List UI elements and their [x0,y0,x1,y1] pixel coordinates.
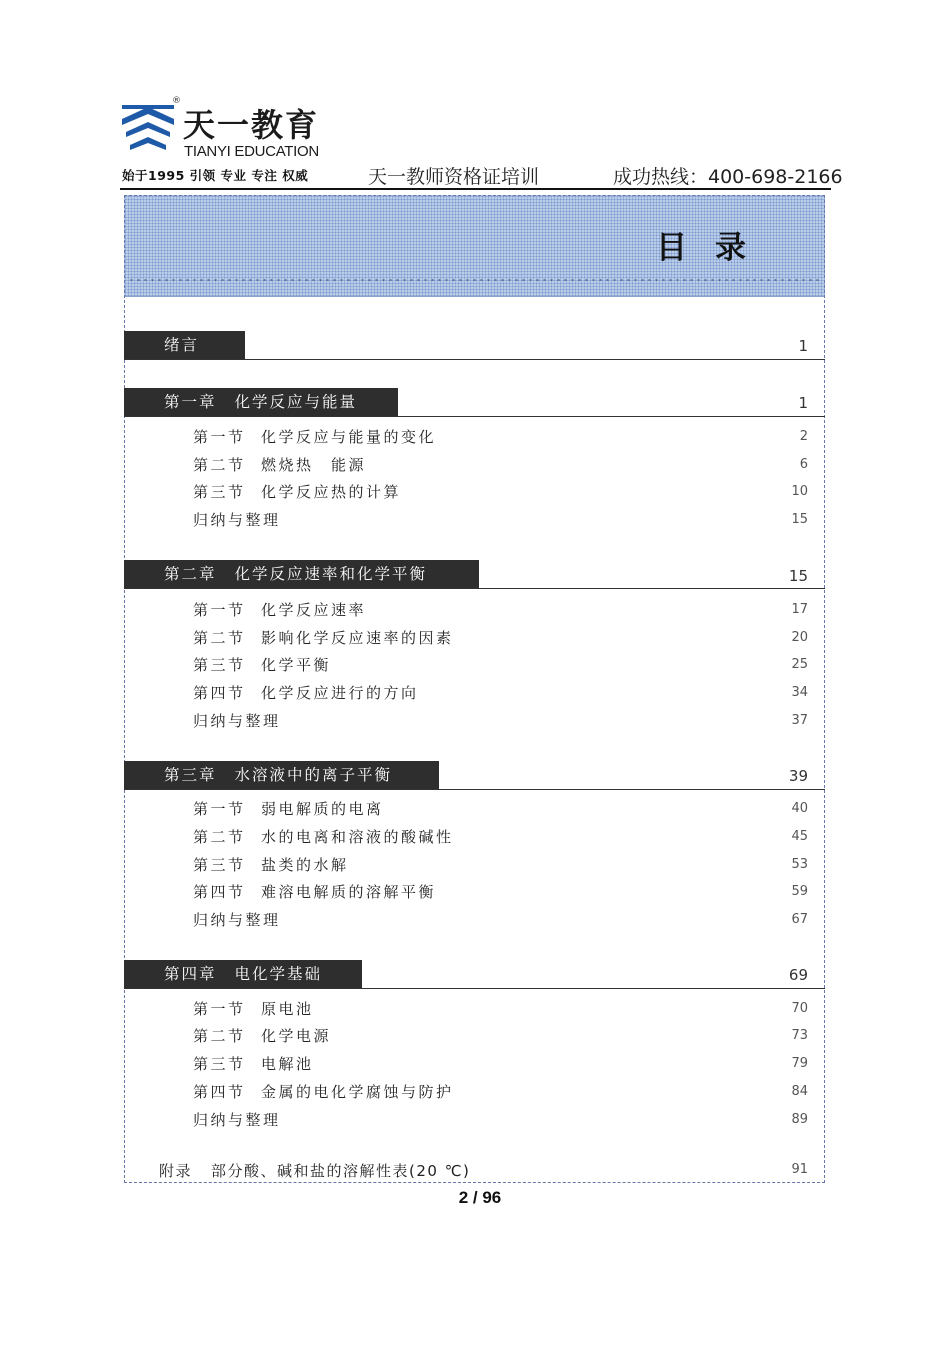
header-hotline: 成功热线：400-698-2166 [613,166,843,188]
section-num: 第一节 [193,1000,246,1018]
section-title: 化学电源 [261,1027,332,1045]
section-num: 第三节 [193,656,246,674]
logo-english-name: TIANYI EDUCATION [184,143,319,160]
section-page: 6 [799,457,808,472]
section-title: 归纳与整理 [193,1111,281,1129]
section-num: 第三节 [193,1055,246,1073]
section-page: 10 [791,484,808,499]
section-num: 第一节 [193,800,246,818]
section-title: 电解池 [261,1055,314,1073]
toc-section-3-2[interactable] [193,826,454,847]
section-page: 84 [791,1084,808,1099]
section-title: 归纳与整理 [193,712,281,730]
chapter-4-page: 69 [788,966,808,984]
registered-mark: ® [172,96,181,106]
page-indicator: 2 / 96 [458,1188,502,1207]
section-title: 金属的电化学腐蚀与防护 [261,1083,454,1101]
section-title: 化学反应速率 [261,601,367,619]
chapter-1-page: 1 [798,394,808,412]
toc-section-2-summary[interactable] [193,710,281,731]
intro-rule [124,359,825,360]
chapter-2-title: 化学反应速率和化学平衡 [234,565,428,583]
appendix-title: 部分酸、碱和盐的溶解性表(20 ℃) [211,1162,471,1180]
chapter-3-page: 39 [788,767,808,785]
section-page: 45 [791,829,808,844]
section-num: 第二节 [193,456,246,474]
section-num: 第四节 [193,883,246,901]
section-page: 25 [791,657,808,672]
toc-section-1-2[interactable] [193,454,366,475]
toc-chapter-3[interactable] [124,761,439,790]
section-page: 40 [791,801,808,816]
toc-intro-bar[interactable] [124,331,245,360]
section-num: 第二节 [193,1027,246,1045]
section-num: 第三节 [193,856,246,874]
section-page: 59 [791,884,808,899]
section-title: 难溶电解质的溶解平衡 [261,883,437,901]
section-title: 化学反应进行的方向 [261,684,419,702]
section-page: 34 [791,685,808,700]
toc-chapter-1[interactable] [124,388,398,417]
toc-section-1-3[interactable] [193,481,401,502]
section-num: 第一节 [193,601,246,619]
chapter-3-rule [124,789,825,790]
chapter-1-rule [124,416,825,417]
toc-section-3-summary[interactable] [193,909,281,930]
toc-section-4-1[interactable] [193,998,314,1019]
chapter-1-title: 化学反应与能量 [234,393,358,411]
section-title: 化学反应热的计算 [261,483,402,501]
section-title: 弱电解质的电离 [261,800,384,818]
section-page: 15 [791,512,808,527]
toc-section-1-summary[interactable] [193,509,281,530]
toc-section-2-2[interactable] [193,627,454,648]
intro-title: 绪言 [164,336,200,354]
header-center-title: 天一教师资格证培训 [368,166,540,188]
section-page: 70 [791,1001,808,1016]
section-title: 影响化学反应速率的因素 [261,629,454,647]
section-num: 第一节 [193,428,246,446]
section-title: 化学平衡 [261,656,332,674]
section-page: 2 [799,429,808,444]
toc-section-2-3[interactable] [193,654,331,675]
chapter-4-rule [124,988,825,989]
appendix-page: 91 [791,1162,808,1177]
toc-appendix[interactable] [159,1160,470,1181]
tianyi-logo-icon [122,105,174,157]
section-title: 水的电离和溶液的酸碱性 [261,828,454,846]
toc-section-4-2[interactable] [193,1025,331,1046]
section-num: 第二节 [193,828,246,846]
toc-title: 目录 [656,230,774,266]
section-page: 53 [791,857,808,872]
section-title: 归纳与整理 [193,911,281,929]
section-page: 89 [791,1112,808,1127]
toc-section-4-3[interactable] [193,1053,314,1074]
section-title: 化学反应与能量的变化 [261,428,437,446]
section-page: 67 [791,912,808,927]
section-num: 第四节 [193,684,246,702]
section-title: 归纳与整理 [193,511,281,529]
toc-section-2-1[interactable] [193,599,366,620]
chapter-4-num: 第四章 [164,965,217,983]
section-page: 37 [791,713,808,728]
toc-section-3-3[interactable] [193,854,349,875]
toc-section-3-4[interactable] [193,881,436,902]
chapter-2-num: 第二章 [164,565,217,583]
logo-chinese-name: 天一教育 [183,106,320,144]
appendix-num: 附录 [159,1162,193,1180]
section-page: 17 [791,602,808,617]
section-page: 20 [791,630,808,645]
intro-page: 1 [798,337,808,355]
logo-tagline: 始于1995 引领 专业 专注 权威 [122,168,309,183]
toc-chapter-2[interactable] [124,560,479,589]
section-title: 燃烧热 能源 [261,456,367,474]
toc-section-4-4[interactable] [193,1081,454,1102]
section-num: 第三节 [193,483,246,501]
chapter-3-title: 水溶液中的离子平衡 [234,766,393,784]
chapter-2-rule [124,588,825,589]
toc-section-1-1[interactable] [193,426,436,447]
header-divider [120,188,831,190]
section-title: 原电池 [261,1000,314,1018]
section-page: 79 [791,1056,808,1071]
toc-section-3-1[interactable] [193,798,384,819]
chapter-3-num: 第三章 [164,766,217,784]
section-title: 盐类的水解 [261,856,349,874]
section-num: 第四节 [193,1083,246,1101]
toc-chapter-4[interactable] [124,960,362,989]
chapter-4-title: 电化学基础 [234,965,323,983]
section-num: 第二节 [193,629,246,647]
chapter-1-num: 第一章 [164,393,217,411]
toc-section-4-summary[interactable] [193,1109,281,1130]
toc-section-2-4[interactable] [193,682,419,703]
chapter-2-page: 15 [788,567,808,585]
section-page: 73 [791,1028,808,1043]
